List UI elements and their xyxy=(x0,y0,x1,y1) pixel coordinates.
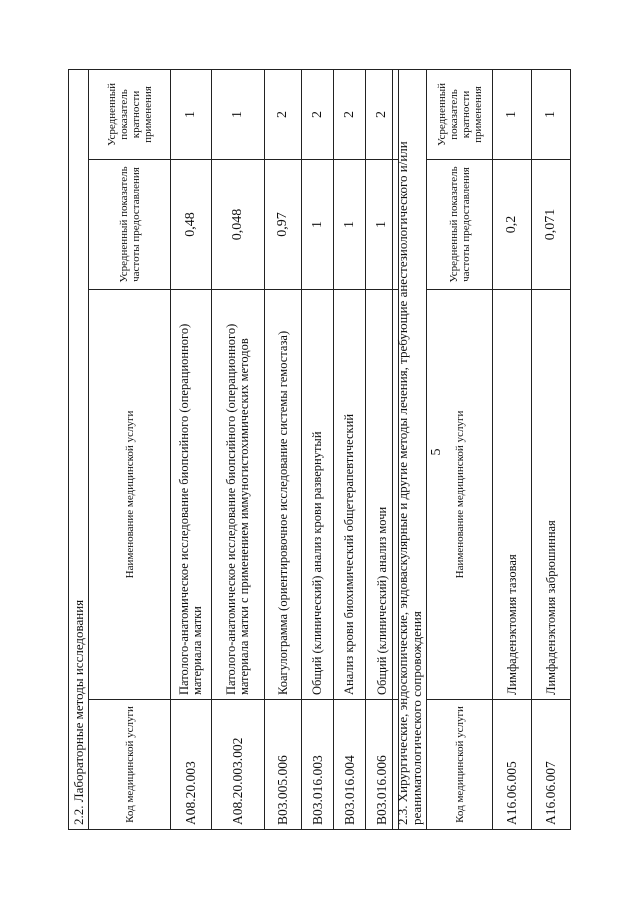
multiplicity-value: 1 xyxy=(171,69,212,159)
header-multiplicity: Усредненный показатель кратности применения xyxy=(89,69,171,159)
header-code: Код медицинской услуги xyxy=(427,700,493,830)
service-name: Анализ крови биохимический общетерапевтический xyxy=(334,290,366,700)
multiplicity-value: 1 xyxy=(532,69,571,159)
table-row xyxy=(212,69,265,829)
service-code: A16.06.007 xyxy=(532,700,571,830)
service-code: B03.016.004 xyxy=(334,700,366,830)
table-row xyxy=(265,69,302,829)
table-caption: 2.3. Хирургические, эндоскопические, эндоваскулярные и другие методы лечения, требующие анестезиологического и/или реаниматологического сопровождения xyxy=(393,69,427,829)
laboratory-methods-table xyxy=(68,69,399,830)
service-name: Коагулограмма (ориентировочное исследование системы гемостаза) xyxy=(265,290,302,700)
surgical-methods-table xyxy=(392,69,571,830)
service-name: Лимфаденэктомия забрюшинная xyxy=(532,290,571,700)
service-name: Лимфаденэктомия тазовая xyxy=(493,290,532,700)
service-name: Общий (клинический) анализ крови развернутый xyxy=(302,290,334,700)
frequency-value: 0,2 xyxy=(493,160,532,290)
header-frequency: Усредненный показатель частоты предоставления xyxy=(427,160,493,290)
multiplicity-value: 2 xyxy=(265,69,302,159)
service-code: A08.20.003 xyxy=(171,700,212,830)
frequency-value: 1 xyxy=(302,160,334,290)
table-row xyxy=(171,69,212,829)
header-code: Код медицинской услуги xyxy=(89,700,171,830)
multiplicity-value: 1 xyxy=(493,69,532,159)
page-number: 5 xyxy=(429,448,444,456)
service-name: Патолого-анатомическое исследование биопсийного (операционного) материала матки с применением иммуногистохимических методов xyxy=(212,290,265,700)
frequency-value: 0,071 xyxy=(532,160,571,290)
service-name: Патолого-анатомическое исследование биопсийного (операционного) материала матки xyxy=(171,290,212,700)
service-code: B03.016.006 xyxy=(366,700,399,830)
frequency-value: 0,97 xyxy=(265,160,302,290)
table-row xyxy=(302,69,334,829)
header-name: Наименование медицинской услуги xyxy=(89,290,171,700)
service-code: A08.20.003.002 xyxy=(212,700,265,830)
frequency-value: 0,048 xyxy=(212,160,265,290)
multiplicity-value: 2 xyxy=(334,69,366,159)
table-row xyxy=(334,69,366,829)
multiplicity-value: 2 xyxy=(302,69,334,159)
header-name: Наименование медицинской услуги xyxy=(427,290,493,700)
table-row xyxy=(493,69,532,829)
frequency-value: 1 xyxy=(334,160,366,290)
table-row xyxy=(532,69,571,829)
multiplicity-value: 2 xyxy=(366,69,399,159)
frequency-value: 0,48 xyxy=(171,160,212,290)
service-name: Общий (клинический) анализ мочи xyxy=(366,290,399,700)
service-code: B03.016.003 xyxy=(302,700,334,830)
service-code: B03.005.006 xyxy=(265,700,302,830)
header-multiplicity: Усредненный показатель кратности применения xyxy=(427,69,493,159)
frequency-value: 1 xyxy=(366,160,399,290)
multiplicity-value: 1 xyxy=(212,69,265,159)
service-code: A16.06.005 xyxy=(493,700,532,830)
table-caption: 2.2. Лабораторные методы исследования xyxy=(69,69,89,829)
header-frequency: Усредненный показатель частоты предоставления xyxy=(89,160,171,290)
